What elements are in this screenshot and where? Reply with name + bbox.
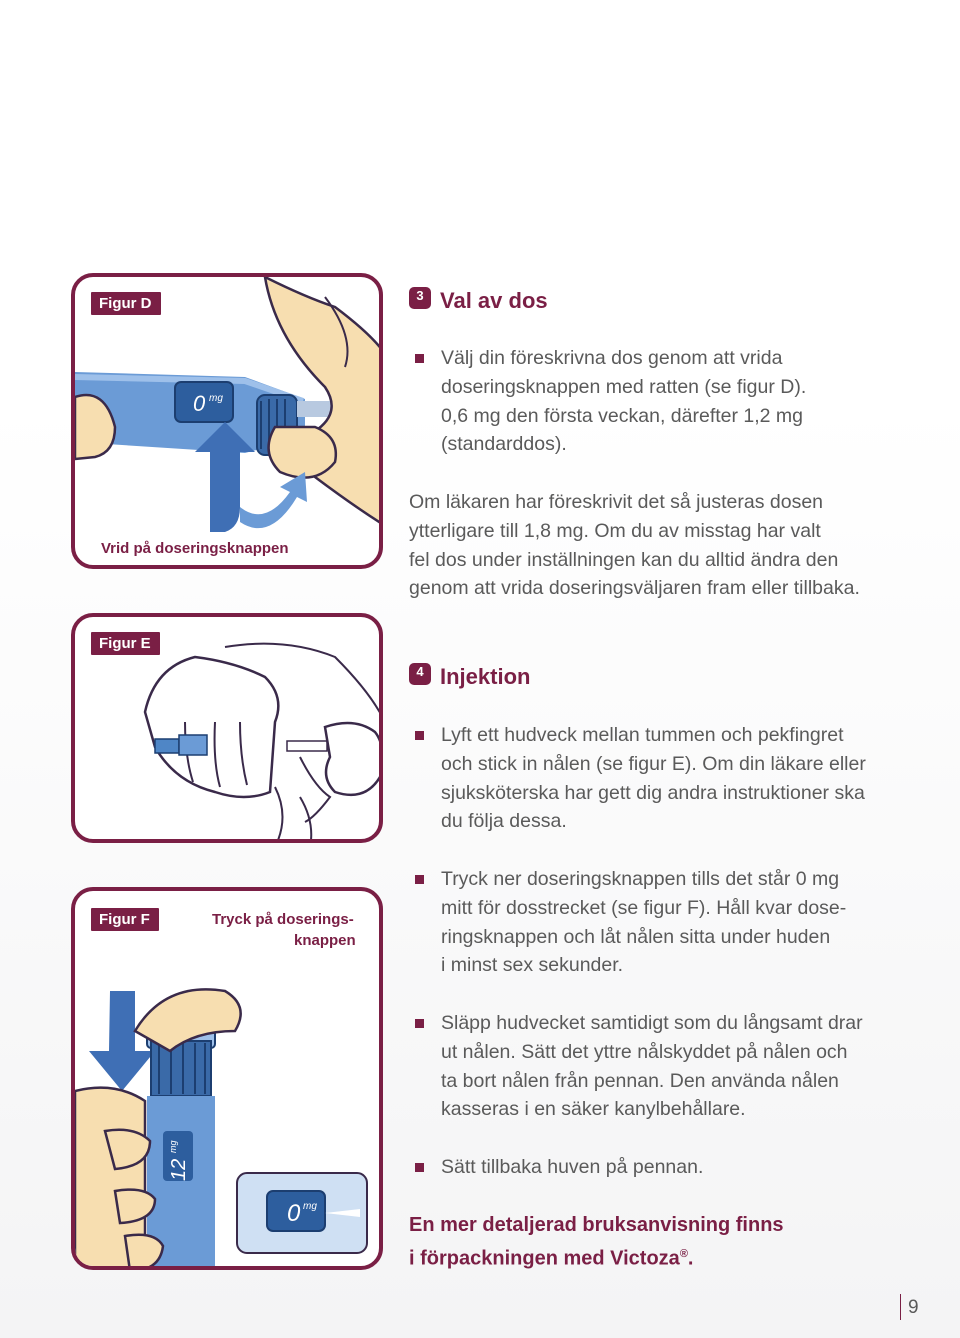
text-line: sjuksköterska har gett dig andra instruktioner ska — [441, 781, 865, 804]
bullet-marker — [415, 1019, 424, 1028]
figure-e-label: Figur E — [91, 632, 160, 655]
figure-f-panel — [71, 887, 383, 1270]
text-line: fel dos under inställningen kan du alltid ändra den — [409, 548, 839, 571]
text-line: ringsknappen och låt nålen sitta under huden — [441, 925, 831, 948]
text-line: 0,6 mg den första veckan, därefter 1,2 mg — [441, 404, 804, 427]
text-line: och stick in nålen (se figur E). Om din läkare eller — [441, 752, 866, 775]
text-line: (standarddos). — [441, 433, 567, 456]
figure-d-panel — [71, 273, 383, 569]
figure-f-caption-line2: knappen — [294, 932, 356, 949]
final-note-line-2-text: i förpackningen med Victoza — [409, 1247, 680, 1270]
final-note-period: . — [687, 1247, 694, 1270]
step-4-bullet-2 — [409, 865, 846, 980]
figure-f-label: Figur F — [91, 908, 159, 931]
bullet-marker — [415, 731, 424, 740]
figure-d-illustration — [75, 277, 383, 569]
step-3-bullet — [409, 344, 806, 459]
figure-f-caption-line1: Tryck på doserings- — [212, 911, 354, 928]
text-line: genom att vrida doseringsväljaren fram eller tillbaka. — [409, 577, 860, 600]
text-line: Om läkaren har föreskrivit det så justeras dosen — [409, 491, 824, 513]
text-line: ta bort nålen från pennan. Den använda nålen — [441, 1069, 839, 1092]
text-line: du följa dessa. — [441, 810, 567, 833]
final-note-line-1: En mer detaljerad bruksanvisning finns — [409, 1214, 784, 1236]
step-3-paragraph — [409, 488, 860, 603]
figure-f-side-dial-value: 12 — [168, 1158, 190, 1181]
step-3-heading — [409, 288, 548, 314]
figure-d-label: Figur D — [91, 292, 161, 315]
figure-d-caption: Vrid på doseringsknappen — [101, 540, 289, 557]
bullet-marker — [415, 354, 424, 363]
text-line: Tryck ner doseringsknappen tills det står 0 mg — [441, 868, 840, 890]
figure-f-side-dial-unit: mg — [168, 1140, 178, 1153]
step-4-bullet-1 — [409, 721, 866, 836]
final-note — [409, 1211, 784, 1274]
figure-d-dial-value: 0 — [193, 391, 206, 416]
figure-f-window-dial-value: 0 — [287, 1200, 301, 1227]
figure-d-dial-unit: mg — [209, 393, 223, 404]
text-line: kasseras i en säker kanylbehållare. — [441, 1098, 746, 1121]
step-4-number: 4 — [409, 663, 431, 685]
text-line: mitt för dosstrecket (se figur F). Håll kvar dose- — [441, 896, 847, 919]
figure-f-window-dial-unit: mg — [303, 1201, 317, 1212]
text-line: Välj din föreskrivna dos genom att vrida — [441, 347, 783, 369]
text-line: Lyft ett hudveck mellan tummen och pekfingret — [441, 724, 844, 746]
text-line: i minst sex sekunder. — [441, 954, 624, 977]
text-line: doseringsknappen med ratten (se figur D). — [441, 375, 807, 398]
text-line: Släpp hudvecket samtidigt som du långsamt drar — [441, 1012, 863, 1034]
text-line: ytterligare till 1,8 mg. Om du av misstag har valt — [409, 519, 821, 542]
step-3-title: Val av dos — [440, 288, 548, 313]
trademark-symbol: ® — [679, 1248, 688, 1260]
text-line: Sätt tillbaka huven på pennan. — [441, 1156, 704, 1178]
step-4-bullet-4 — [409, 1153, 703, 1182]
bullet-marker — [415, 1163, 424, 1172]
page-number: 9 — [900, 1294, 919, 1320]
bullet-marker — [415, 875, 424, 884]
final-note-line-2 — [409, 1240, 784, 1274]
step-3-number: 3 — [409, 287, 431, 309]
step-4-bullet-3 — [409, 1009, 863, 1124]
step-4-title: Injektion — [440, 664, 531, 689]
figure-e-panel — [71, 613, 383, 843]
text-line: ut nålen. Sätt det yttre nålskyddet på nålen och — [441, 1040, 848, 1063]
step-4-heading — [409, 664, 530, 690]
